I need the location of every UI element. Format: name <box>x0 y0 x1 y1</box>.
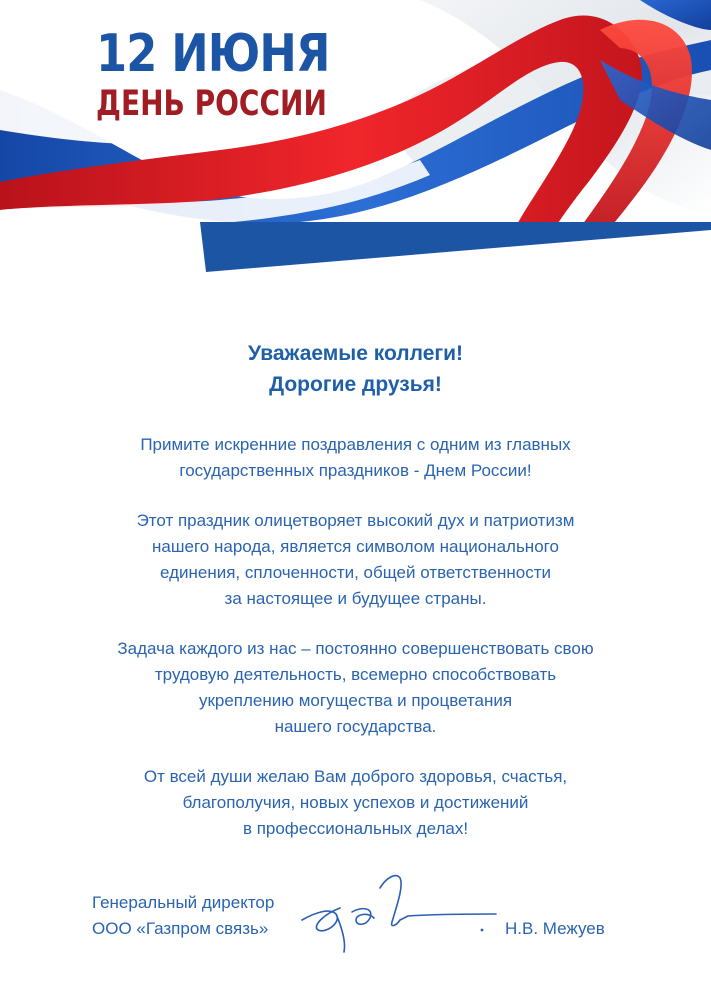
headline-date: 12 ИЮНЯ <box>96 24 330 84</box>
paragraph-line: нашего государства. <box>274 717 437 736</box>
paragraph-line: благополучия, новых успехов и достижений <box>182 793 529 812</box>
paragraph-wishes <box>40 764 671 842</box>
signatory-position: Генеральный директор <box>92 893 275 912</box>
paragraph-line: Этот праздник олицетворяет высокий дух и патриотизм <box>136 511 575 530</box>
greeting-line: Дорогие друзья! <box>269 373 442 396</box>
headline <box>96 26 396 124</box>
letter-body <box>40 338 671 866</box>
paragraph-task <box>40 636 671 740</box>
paragraph-congratulations <box>40 432 671 484</box>
paragraph-line: государственных праздников - Днем России! <box>179 461 532 480</box>
greeting-line: Уважаемые коллеги! <box>247 342 464 365</box>
paragraph-line: От всей души желаю Вам доброго здоровья, счастья, <box>143 767 568 786</box>
headline-holiday: ДЕНЬ РОССИИ <box>96 84 327 124</box>
signatory-name: Н.В. Межуев <box>505 919 605 938</box>
paragraph-line: за настоящее и будущее страны. <box>224 589 487 608</box>
paragraph-line: Задача каждого из нас – постоянно совершенствовать свою <box>117 639 594 658</box>
paragraph-line: Примите искренние поздравления с одним из главных <box>140 435 571 454</box>
paragraph-line: в профессиональных делах! <box>242 819 469 838</box>
paragraph-holiday-meaning <box>40 508 671 612</box>
paragraph-line: единения, сплоченности, общей ответственности <box>160 563 551 582</box>
handwritten-signature <box>296 868 506 960</box>
signatory-company: ООО «Газпром связь» <box>92 919 269 938</box>
greeting <box>40 338 671 400</box>
paragraph-line: трудовую деятельность, всемерно способствовать <box>154 665 557 684</box>
paragraph-line: укреплению могущества и процветания <box>198 691 513 710</box>
signatory-title <box>92 890 274 942</box>
paragraph-line: нашего народа, является символом национального <box>152 537 559 556</box>
